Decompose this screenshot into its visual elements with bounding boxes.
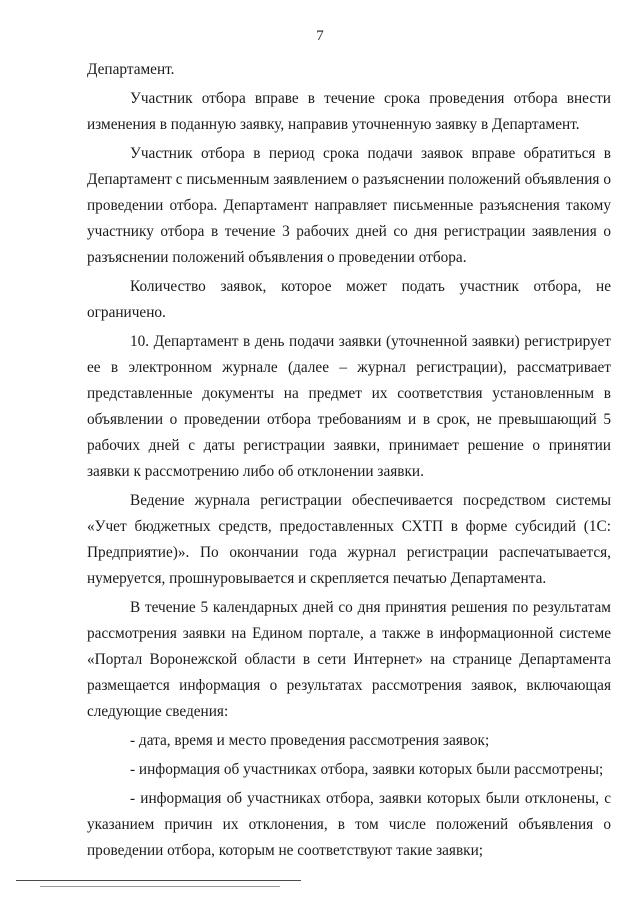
footer-divider [16,880,301,881]
paragraph-registry: Ведение журнала регистрации обеспечивается посредством системы «Учет бюджетных средств, предоставленных СХТП в форме субсидий (1С: Предприятие)». По окончании года журнал регистрации распечатывается, нумеруется, прошнуровывается и скрепляется печатью Департамента. [87,492,611,587]
page-number: 7 [316,28,324,44]
footer-divider-secondary [40,886,280,887]
paragraph-clarification: Участник отбора в период срока подачи заявок вправе обратиться в Департамент с письменным заявлением о разъяснении положений объявления о проведении отбора. Департамент направляет письменные разъяснения такому участнику отбора в течение 3 рабочих дней со дня регистрации заявления о разъяснении положений объявления о проведении отбора. [87,145,611,266]
list-item-rejected: - информация об участниках отбора, заявки которых были отклонены, с указанием причин их отклонения, в том числе положений объявления о проведении отбора, которым не соответствуют такие заявки; [87,790,611,859]
paragraph-amendment: Участник отбора вправе в течение срока проведения отбора внести изменения в поданную заявку, направив уточненную заявку в Департамент. [87,90,611,133]
list-item-reviewed: - информация об участниках отбора, заявки которых были рассмотрены; [130,761,604,778]
paragraph-item-10: 10. Департамент в день подачи заявки (уточненной заявки) регистрирует ее в электронном журнале (далее – журнал регистрации), рассматривает представленные документы на предмет их соответствия установленным в объявлении о проведении отбора требованиям и в срок, не превышающий 5 рабочих дней с даты регистрации заявки, принимает решение о принятии заявки к рассмотрению либо об отклонении заявки. [87,333,611,480]
paragraph-publication: В течение 5 календарных дней со дня принятия решения по результатам рассмотрения заявки на Едином портале, а также в информационной системе «Портал Воронежской области в сети Интернет» на странице Департамента размещается информация о результатах рассмотрения заявок, включающая следующие сведения: [87,599,611,720]
list-item-date: - дата, время и место проведения рассмотрения заявок; [130,732,490,749]
document-body [87,57,611,864]
paragraph-continuation: Департамент. [87,61,175,78]
paragraph-application-count: Количество заявок, которое может подать участник отбора, не ограничено. [87,278,611,321]
